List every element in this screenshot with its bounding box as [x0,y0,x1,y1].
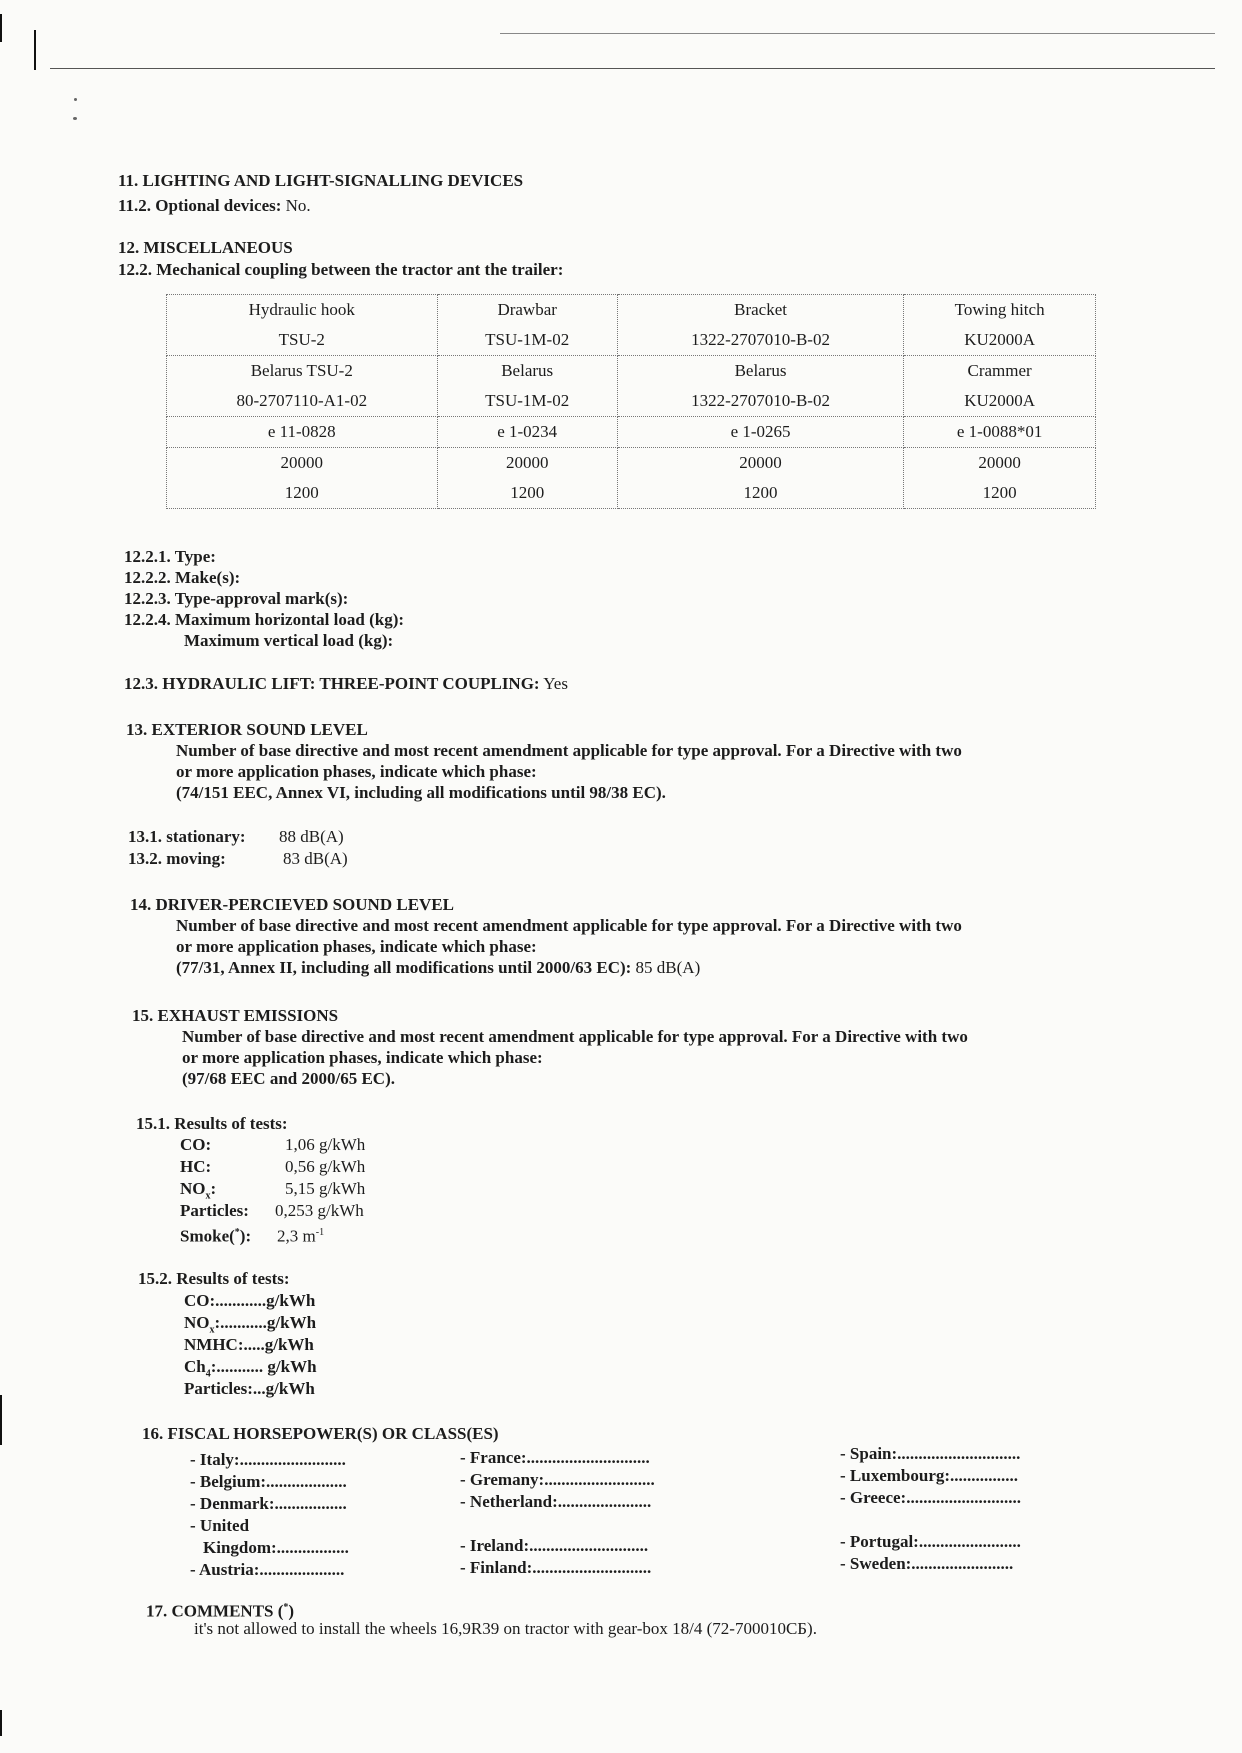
section-13-heading: 13. EXTERIOR SOUND LEVEL [126,720,368,739]
table-row [167,295,1096,356]
hc-value: 0,56 g/kWh [285,1157,366,1176]
hydraulic-lift-line [124,673,568,694]
results-1-title: 15.1. Results of tests: [136,1114,288,1133]
type-label: 12.2.1. Type: [124,547,216,566]
table-row [167,356,1096,417]
scan-speck [73,117,77,120]
finland-field: - Finland:............................ [460,1558,652,1577]
driver-sound-value: 85 dB(A) [635,958,701,977]
scan-edge-mark [0,1710,2,1736]
make-label: 12.2.2. Make(s): [124,568,241,587]
netherland-field: - Netherland:...................... [460,1492,652,1511]
scan-edge-mark [0,1395,2,1445]
results-2-title: 15.2. Results of tests: [138,1269,290,1288]
table-cell: e 1-0088*01 [904,417,1096,448]
section-14-line-3 [176,957,700,978]
italy-field: - Italy:......................... [190,1450,346,1469]
table-cell: e 11-0828 [167,417,438,448]
particles-blank: Particles:...g/kWh [184,1379,315,1398]
section-15-line-3: (97/68 EEC and 2000/65 EC). [182,1069,395,1088]
table-cell: 20000 1200 [904,448,1096,509]
table-cell: 20000 1200 [617,448,903,509]
section-11-heading: 11. LIGHTING AND LIGHT-SIGNALLING DEVICES [118,171,524,190]
optional-devices-value: No. [285,196,311,215]
table-cell: e 1-0265 [617,417,903,448]
stationary-label: 13.1. stationary: [128,827,246,846]
table-cell: Belarus TSU-1M-02 [437,356,617,417]
section-14-line-2: or more application phases, indicate which phase: [176,937,537,956]
section-14-line-1: Number of base directive and most recent amendment applicable for type approval. For a Directive with two [176,916,962,935]
section-15-heading: 15. EXHAUST EMISSIONS [132,1006,339,1025]
table-cell: 20000 1200 [167,448,438,509]
table-cell: Belarus TSU-2 80-2707110-A1-02 [167,356,438,417]
portugal-field: - Portugal:........................ [840,1532,1021,1551]
comments-text: it's not allowed to install the wheels 16,9R39 on tractor with gear-box 18/4 (72-700010СБ). [194,1619,817,1638]
table-row [167,417,1096,448]
moving-value: 83 dB(A) [283,849,348,868]
horizontal-load-label: 12.2.4. Maximum horizontal load (kg): [124,610,405,629]
nox-label: $NO_x$: [180,1179,217,1202]
particles-value: 0,253 g/kWh [275,1201,364,1220]
ch4-blank: $Ch_4$:........... g/kWh [184,1357,317,1380]
scan-speck [74,98,77,101]
section-16-heading: 16. FISCAL HORSEPOWER(S) OR CLASS(ES) [142,1424,499,1443]
section-14-directive: (77/31, Annex II, including all modifications until 2000/63 EC): [176,958,632,977]
section-14-heading: 14. DRIVER-PERCIEVED SOUND LEVEL [130,895,454,914]
greece-field: - Greece:........................... [840,1488,1021,1507]
ireland-field: - Ireland:............................ [460,1536,649,1555]
nox-value: 5,15 g/kWh [285,1179,366,1198]
co-value: 1,06 g/kWh [285,1135,366,1154]
table-cell: 20000 1200 [437,448,617,509]
section-12-heading: 12. MISCELLANEOUS [118,238,293,257]
table-cell: Crammer KU2000A [904,356,1096,417]
france-field: - France:............................. [460,1448,650,1467]
smoke-value: 2,3 $m^{-1}$ [277,1226,325,1246]
co-label: CO: [180,1135,212,1154]
particles-label: Particles: [180,1201,249,1220]
stationary-value: 88 dB(A) [279,827,344,846]
coupling-heading: 12.2. Mechanical coupling between the tractor ant the trailer: [118,260,564,279]
optional-devices-line [118,195,311,216]
table-cell: Bracket 1322-2707010-B-02 [617,295,903,356]
united-field: - United [190,1516,250,1535]
austria-field: - Austria:.................... [190,1560,345,1579]
section-15-line-1: Number of base directive and most recent amendment applicable for type approval. For a Directive with two [182,1027,968,1046]
top-rule [500,33,1215,34]
table-cell: Belarus 1322-2707010-B-02 [617,356,903,417]
optional-devices-label: 11.2. Optional devices: [118,196,282,215]
hydraulic-lift-value: Yes [543,674,568,693]
denmark-field: - Denmark:................. [190,1494,347,1513]
section-13-line-2: or more application phases, indicate which phase: [176,762,537,781]
moving-label: 13.2. moving: [128,849,226,868]
section-13-line-3: (74/151 EEC, Annex VI, including all modifications until 98/38 EC). [176,783,666,802]
scan-edge-mark [0,14,2,42]
spain-field: - Spain:............................. [840,1444,1021,1463]
top-rule [50,68,1215,69]
table-cell: Drawbar TSU-1M-02 [437,295,617,356]
table-cell: Hydraulic hook TSU-2 [167,295,438,356]
section-13-line-1: Number of base directive and most recent amendment applicable for type approval. For a Directive with two [176,741,962,760]
approval-mark-label: 12.2.3. Type-approval mark(s): [124,589,349,608]
table-cell: e 1-0234 [437,417,617,448]
luxembourg-field: - Luxembourg:................ [840,1466,1019,1485]
hc-label: HC: [180,1157,212,1176]
section-17-heading: 17. COMMENTS (*) [146,1601,295,1621]
table-row [167,448,1096,509]
table-cell: Towing hitch KU2000A [904,295,1096,356]
hydraulic-lift-label: 12.3. HYDRAULIC LIFT: THREE-POINT COUPLING: [124,674,540,693]
sweden-field: - Sweden:........................ [840,1554,1014,1573]
nmhc-blank: NMHC:.....g/kWh [184,1335,314,1354]
co-blank: CO:............g/kWh [184,1291,316,1310]
section-15-line-2: or more application phases, indicate which phase: [182,1048,543,1067]
nox-blank: $NO_x:...........g$/kWh [184,1313,317,1336]
germany-field: - Gremany:.......................... [460,1470,655,1489]
smoke-label: Smoke(*): [180,1226,252,1246]
belgium-field: - Belgium:................... [190,1472,347,1491]
scan-edge-mark [34,30,36,70]
coupling-table [166,294,1096,509]
vertical-load-label: Maximum vertical load (kg): [184,631,394,650]
kingdom-field: Kingdom:................. [203,1538,349,1557]
